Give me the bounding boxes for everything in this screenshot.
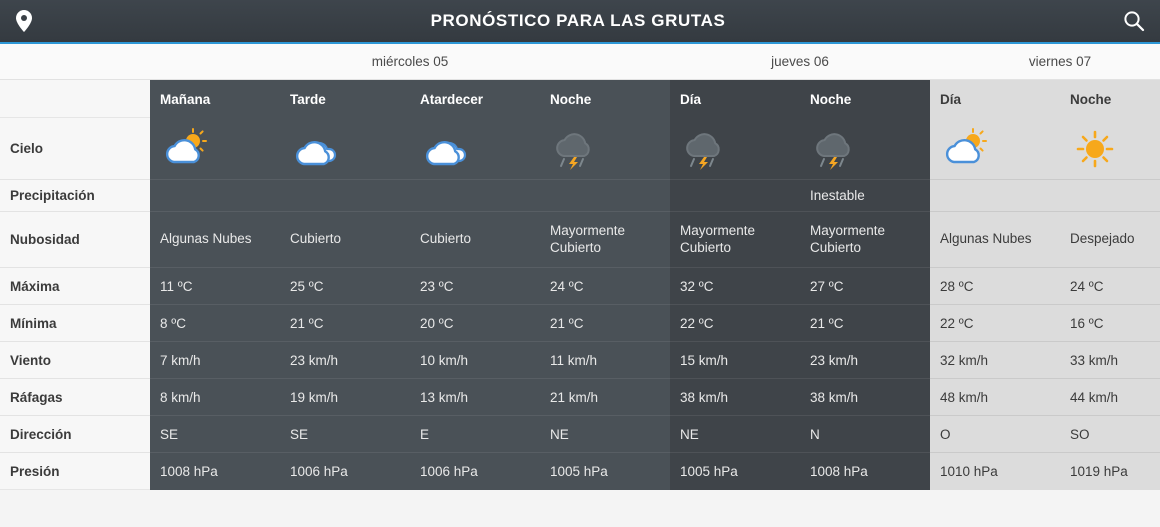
cell-nubosidad: Cubierto <box>280 212 410 268</box>
cell-precipitacion <box>930 180 1060 212</box>
search-icon[interactable] <box>1108 10 1160 32</box>
cell-minima: 16 ºC <box>1060 305 1160 342</box>
page-title: PRONÓSTICO PARA LAS GRUTAS <box>430 11 726 30</box>
cell-minima: 21 ºC <box>280 305 410 342</box>
cell-viento: 11 km/h <box>540 342 670 379</box>
cell-maxima: 24 ºC <box>540 268 670 305</box>
cell-rafagas: 38 km/h <box>670 379 800 416</box>
cell-rafagas: 44 km/h <box>1060 379 1160 416</box>
cell-nubosidad: Mayormente Cubierto <box>540 212 670 268</box>
cell-viento: 23 km/h <box>280 342 410 379</box>
period-header-noche: Noche <box>1060 80 1160 118</box>
row-label-maxima: Máxima <box>0 268 150 305</box>
cell-rafagas: 8 km/h <box>150 379 280 416</box>
partly-cloudy-icon <box>930 118 1060 180</box>
cell-nubosidad: Algunas Nubes <box>150 212 280 268</box>
cell-maxima: 25 ºC <box>280 268 410 305</box>
page-header <box>0 0 1160 44</box>
cell-precipitacion <box>1060 180 1160 212</box>
cloudy-icon <box>410 118 540 180</box>
cell-presion: 1008 hPa <box>800 453 930 490</box>
cell-maxima: 28 ºC <box>930 268 1060 305</box>
cell-nubosidad: Algunas Nubes <box>930 212 1060 268</box>
cell-precipitacion <box>540 180 670 212</box>
cell-presion: 1006 hPa <box>410 453 540 490</box>
cell-maxima: 27 ºC <box>800 268 930 305</box>
cell-direccion: N <box>800 416 930 453</box>
cell-direccion: E <box>410 416 540 453</box>
row-label-nubosidad: Nubosidad <box>0 212 150 268</box>
cell-minima: 22 ºC <box>670 305 800 342</box>
cell-precipitacion <box>280 180 410 212</box>
cell-rafagas: 13 km/h <box>410 379 540 416</box>
period-header-tarde: Tarde <box>280 80 410 118</box>
cell-minima: 20 ºC <box>410 305 540 342</box>
row-label-direccion: Dirección <box>0 416 150 453</box>
cell-precipitacion <box>150 180 280 212</box>
cloudy-icon <box>280 118 410 180</box>
day-header: viernes 07 <box>930 44 1160 80</box>
row-label-cielo: Cielo <box>0 118 150 180</box>
cell-viento: 32 km/h <box>930 342 1060 379</box>
row-label-rafagas: Ráfagas <box>0 379 150 416</box>
cell-minima: 8 ºC <box>150 305 280 342</box>
cell-presion: 1005 hPa <box>540 453 670 490</box>
cell-direccion: SE <box>280 416 410 453</box>
partly-cloudy-icon <box>150 118 280 180</box>
row-label-presion: Presión <box>0 453 150 490</box>
cell-presion: 1006 hPa <box>280 453 410 490</box>
cell-rafagas: 21 km/h <box>540 379 670 416</box>
cell-maxima: 23 ºC <box>410 268 540 305</box>
cell-viento: 7 km/h <box>150 342 280 379</box>
period-header-noche: Noche <box>800 80 930 118</box>
table-corner <box>0 44 150 80</box>
cell-nubosidad: Cubierto <box>410 212 540 268</box>
cell-presion: 1008 hPa <box>150 453 280 490</box>
cell-minima: 21 ºC <box>800 305 930 342</box>
day-header: miércoles 05 <box>150 44 670 80</box>
cell-precipitacion <box>670 180 800 212</box>
storm-icon <box>540 118 670 180</box>
cell-nubosidad: Mayormente Cubierto <box>670 212 800 268</box>
cell-direccion: NE <box>540 416 670 453</box>
cell-precipitacion <box>410 180 540 212</box>
cell-maxima: 32 ºC <box>670 268 800 305</box>
row-label-minima: Mínima <box>0 305 150 342</box>
period-header-manana: Mañana <box>150 80 280 118</box>
period-header-noche: Noche <box>540 80 670 118</box>
cell-direccion: O <box>930 416 1060 453</box>
storm-icon <box>670 118 800 180</box>
period-header-dia: Día <box>930 80 1060 118</box>
cell-presion: 1010 hPa <box>930 453 1060 490</box>
storm-icon <box>800 118 930 180</box>
cell-viento: 10 km/h <box>410 342 540 379</box>
day-header: jueves 06 <box>670 44 930 80</box>
cell-direccion: SO <box>1060 416 1160 453</box>
location-pin-icon[interactable] <box>0 9 48 33</box>
row-label-viento: Viento <box>0 342 150 379</box>
cell-direccion: SE <box>150 416 280 453</box>
cell-maxima: 11 ºC <box>150 268 280 305</box>
cell-maxima: 24 ºC <box>1060 268 1160 305</box>
cell-presion: 1019 hPa <box>1060 453 1160 490</box>
cell-minima: 22 ºC <box>930 305 1060 342</box>
sunny-icon <box>1060 118 1160 180</box>
cell-viento: 15 km/h <box>670 342 800 379</box>
cell-nubosidad: Mayormente Cubierto <box>800 212 930 268</box>
forecast-table <box>0 44 1160 527</box>
cell-viento: 33 km/h <box>1060 342 1160 379</box>
cell-minima: 21 ºC <box>540 305 670 342</box>
period-header-dia: Día <box>670 80 800 118</box>
cell-viento: 23 km/h <box>800 342 930 379</box>
cell-rafagas: 48 km/h <box>930 379 1060 416</box>
period-header-atardecer: Atardecer <box>410 80 540 118</box>
row-label-precipitacion: Precipitación <box>0 180 150 212</box>
cell-direccion: NE <box>670 416 800 453</box>
cell-rafagas: 19 km/h <box>280 379 410 416</box>
cell-precipitacion: Inestable <box>800 180 930 212</box>
cell-rafagas: 38 km/h <box>800 379 930 416</box>
period-header-blank <box>0 80 150 118</box>
cell-presion: 1005 hPa <box>670 453 800 490</box>
cell-nubosidad: Despejado <box>1060 212 1160 268</box>
